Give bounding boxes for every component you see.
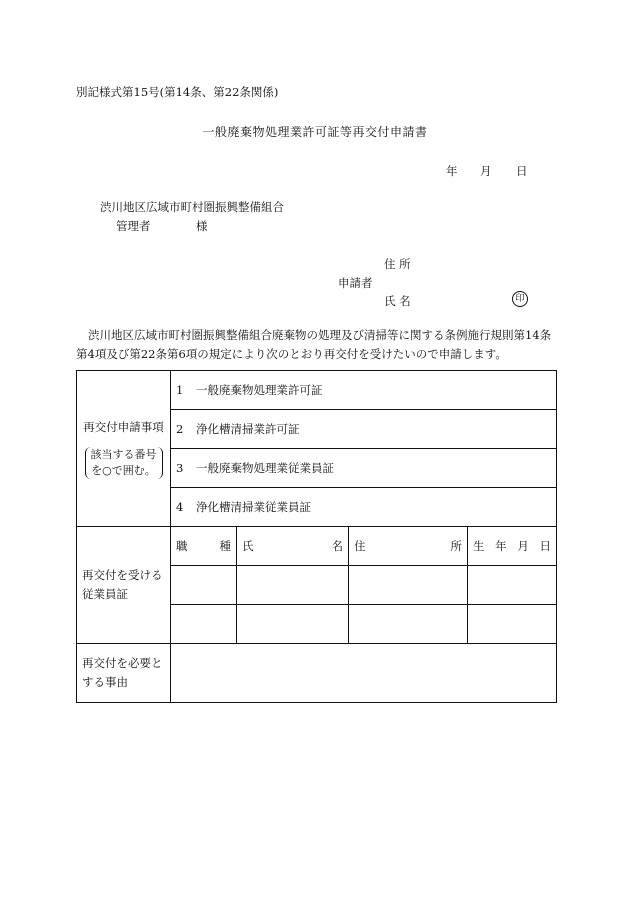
employee-birthdate-cell[interactable] (468, 605, 557, 644)
column-header-name (237, 527, 349, 566)
addressee-position: 管理者 (116, 219, 151, 233)
matter-item-number: 1 (176, 383, 184, 397)
column-header-birthdate (468, 527, 557, 566)
employee-label-line2: 従業員証 (82, 587, 128, 601)
column-header-char: 職 (176, 539, 188, 553)
matters-label-cell (77, 371, 171, 527)
column-header-char: 年 (495, 539, 507, 553)
matter-item-2[interactable] (171, 410, 557, 449)
reason-label-line1: 再交付を必要と (82, 656, 163, 670)
matter-item-text: 浄化槽清掃業従業員証 (196, 500, 311, 514)
date-year-label: 年 (446, 164, 458, 178)
applicant-label: 申請者 (338, 276, 373, 290)
matter-item-number: 4 (176, 500, 184, 514)
employee-job-cell[interactable] (171, 566, 237, 605)
form-number: 別記様式第15号(第14条、第22条関係) (76, 85, 279, 99)
employee-job-cell[interactable] (171, 605, 237, 644)
reason-row (77, 644, 557, 703)
column-header-char: 所 (450, 539, 462, 553)
column-header-char: 月 (517, 539, 529, 553)
matters-note-line2: を○で囲む。 (91, 464, 156, 477)
document-title: 一般廃棄物処理業許可証等再交付申請書 (202, 125, 428, 139)
matter-item-number: 2 (176, 422, 184, 436)
matter-item-text: 一般廃棄物処理業従業員証 (196, 461, 334, 475)
matter-item-1[interactable] (171, 371, 557, 410)
matters-label: 再交付申請事項 (83, 420, 164, 434)
application-statement: 渋川地区広域市町村圏振興整備組合廃棄物の処理及び清掃等に関する条例施行規則第14条第4項及び第22条第6項の規定により次のとおり再交付を受けたいので申請します。 (76, 328, 552, 361)
date-month-label: 月 (480, 164, 492, 178)
matter-item-text: 一般廃棄物処理業許可証 (196, 383, 323, 397)
column-header-char: 生 (473, 539, 485, 553)
applicant-name-label: 氏 名 (384, 294, 411, 308)
matters-row (77, 371, 557, 410)
matter-item-4[interactable] (171, 488, 557, 527)
employee-header-row (77, 527, 557, 566)
column-header-char: 名 (331, 539, 343, 553)
addressee-organization: 渋川地区広域市町村圏振興整備組合 (100, 200, 284, 214)
column-header-char: 日 (539, 539, 551, 553)
employee-name-cell[interactable] (237, 605, 349, 644)
matters-note (85, 447, 163, 479)
matters-note-line1: 該当する番号 (90, 448, 157, 461)
column-header-char: 種 (219, 539, 231, 553)
column-header-char: 住 (354, 539, 366, 553)
matter-item-text: 浄化槽清掃業許可証 (196, 422, 300, 436)
employee-label-line1: 再交付を受ける (82, 568, 163, 582)
date-day-label: 日 (516, 164, 528, 178)
employee-birthdate-cell[interactable] (468, 566, 557, 605)
reason-label-cell (77, 644, 171, 703)
employee-label-cell (77, 527, 171, 644)
reason-input-cell[interactable] (171, 644, 557, 703)
column-header-char: 氏 (242, 539, 254, 553)
employee-address-cell[interactable] (349, 566, 468, 605)
applicant-address-label: 住 所 (384, 257, 411, 271)
column-header-address (349, 527, 468, 566)
matter-item-3[interactable] (171, 449, 557, 488)
seal-mark: 印 (512, 291, 528, 307)
application-table (76, 370, 557, 703)
employee-address-cell[interactable] (349, 605, 468, 644)
matter-item-number: 3 (176, 461, 184, 475)
column-header-job (171, 527, 237, 566)
addressee-honorific: 様 (196, 219, 208, 233)
employee-name-cell[interactable] (237, 566, 349, 605)
reason-label-line2: する事由 (82, 675, 128, 689)
